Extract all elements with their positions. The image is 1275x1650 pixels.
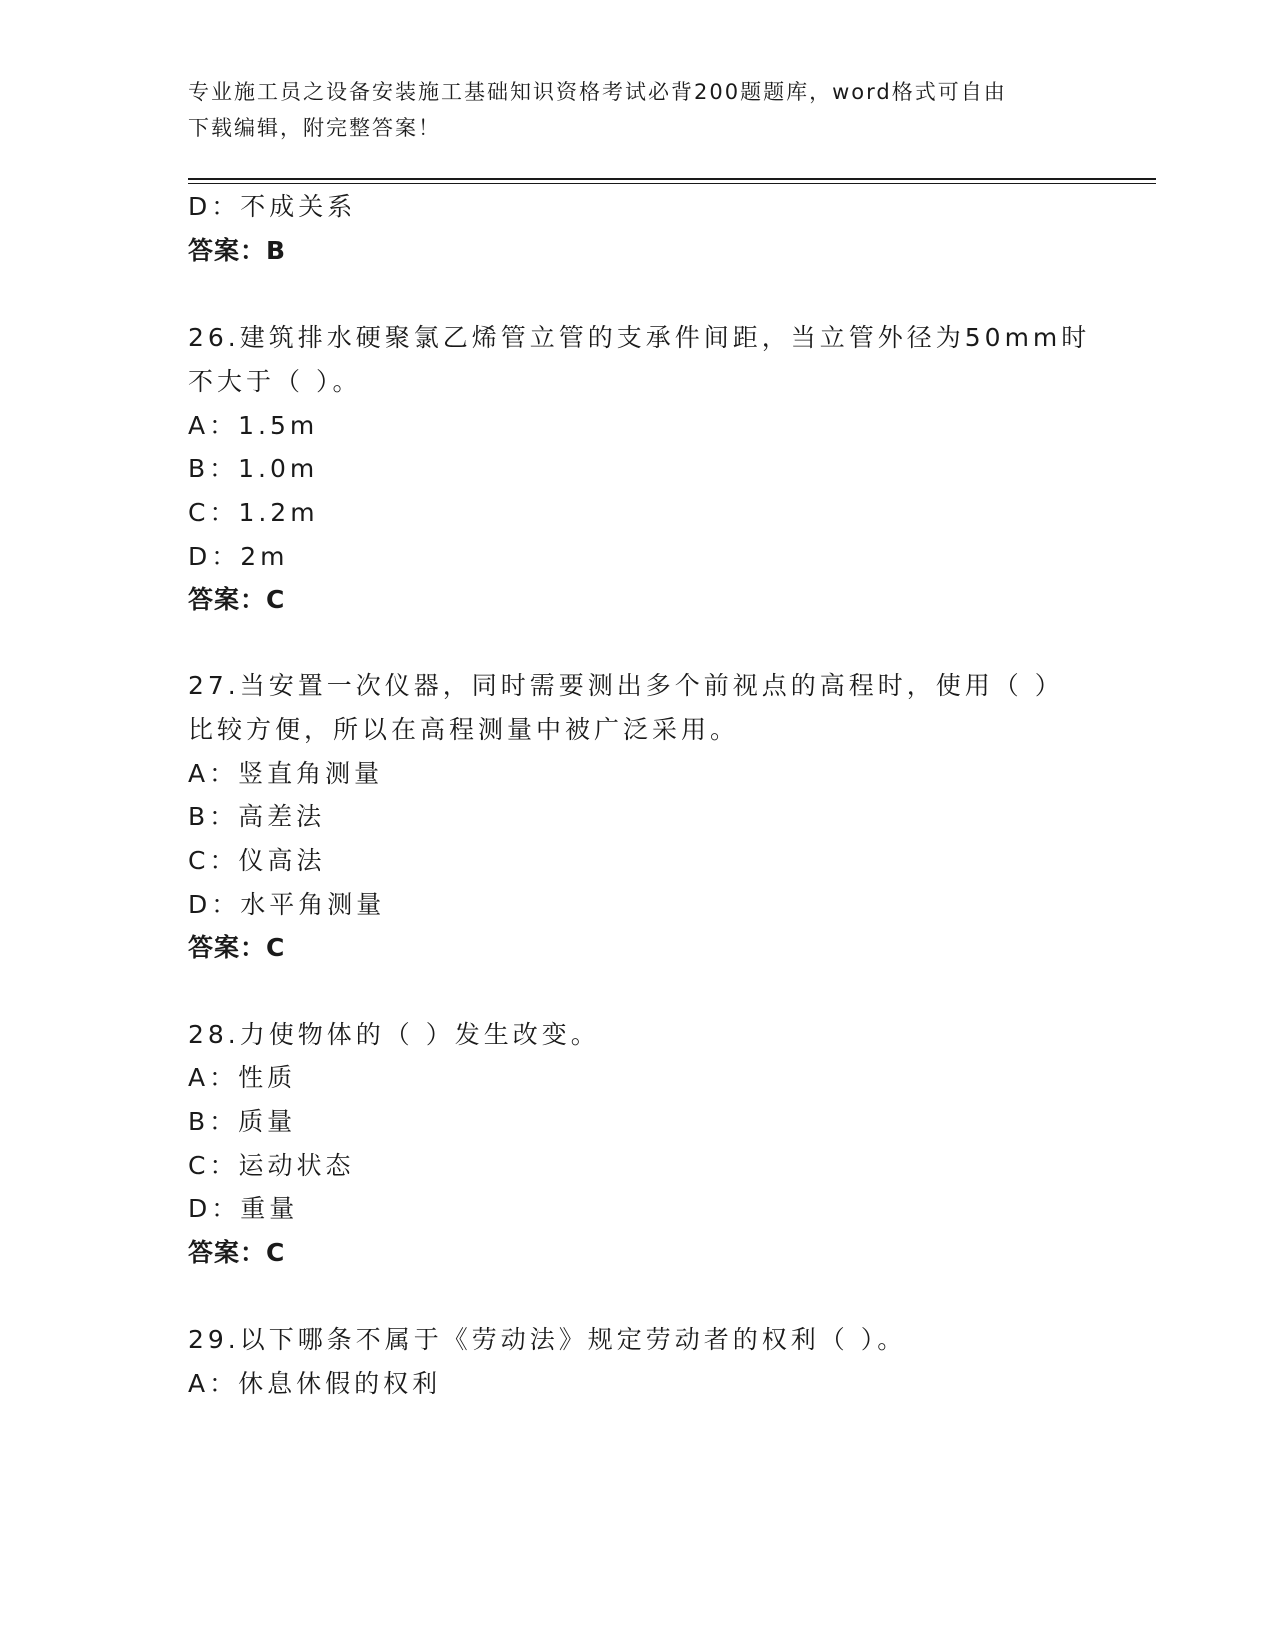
q26-answer: 答案：C	[188, 585, 286, 614]
q26-option-d: D：2m	[188, 542, 289, 571]
q28-answer: 答案：C	[188, 1238, 286, 1267]
q28-stem-line-1: 28.力使物体的（ ）发生改变。	[188, 1020, 600, 1049]
prev-answer: 答案：B	[188, 236, 287, 265]
q26-option-b: B：1.0m	[188, 454, 319, 483]
q27-answer: 答案：C	[188, 933, 286, 962]
q27-option-d: D：水平角测量	[188, 890, 386, 919]
document-header	[188, 74, 1088, 146]
header-line-2: 下载编辑，附完整答案！	[188, 116, 441, 140]
q29-stem-line-1: 29.以下哪条不属于《劳动法》规定劳动者的权利（ ）。	[188, 1325, 907, 1354]
q26-option-a: A：1.5m	[188, 411, 319, 440]
q26-stem-line-1: 26.建筑排水硬聚氯乙烯管立管的支承件间距，当立管外径为50mm时	[188, 323, 1091, 352]
q27-stem-line-1: 27.当安置一次仪器，同时需要测出多个前视点的高程时，使用（ ）	[188, 671, 1064, 700]
q27-option-b: B：高差法	[188, 802, 326, 831]
q26-option-c: C：1.2m	[188, 498, 319, 527]
q28-option-b: B：质量	[188, 1107, 297, 1136]
q28-option-c: C：运动状态	[188, 1151, 355, 1180]
header-divider-thin	[188, 183, 1156, 184]
q26-stem-line-2: 不大于（ ）。	[188, 367, 362, 396]
q27-option-a: A：竖直角测量	[188, 759, 384, 788]
q28-option-d: D：重量	[188, 1194, 299, 1223]
header-line-1: 专业施工员之设备安装施工基础知识资格考试必背200题题库，word格式可自由	[188, 80, 1007, 104]
q29-option-a: A：休息休假的权利	[188, 1369, 442, 1398]
q27-stem-line-2: 比较方便，所以在高程测量中被广泛采用。	[188, 715, 740, 744]
header-divider-thick	[188, 178, 1156, 180]
prev-option-d: D：不成关系	[188, 192, 357, 221]
q27-option-c: C：仪高法	[188, 846, 326, 875]
q28-option-a: A：性质	[188, 1063, 297, 1092]
